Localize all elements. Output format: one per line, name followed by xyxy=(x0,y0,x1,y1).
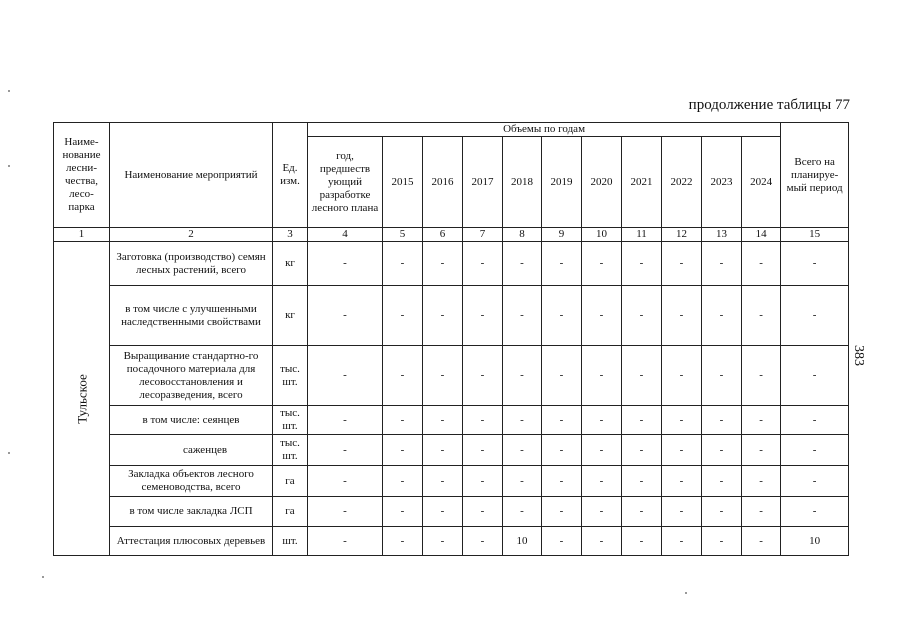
measure-unit: тыс. шт. xyxy=(273,406,308,435)
header-year: 2015 xyxy=(383,137,423,228)
value-cell: - xyxy=(503,406,542,435)
value-cell: - xyxy=(463,406,503,435)
value-cell: - xyxy=(308,406,383,435)
value-cell: - xyxy=(542,497,582,527)
page-number: 383 xyxy=(851,345,866,366)
value-cell: - xyxy=(308,466,383,497)
value-cell: - xyxy=(781,346,849,406)
column-number: 4 xyxy=(308,228,383,242)
value-cell: - xyxy=(503,435,542,466)
measure-name: в том числе с улучшенными наследственными свойствами xyxy=(110,286,273,346)
header-year: 2024 xyxy=(742,137,781,228)
value-cell: - xyxy=(463,286,503,346)
header-year: 2023 xyxy=(702,137,742,228)
scan-speck xyxy=(8,165,10,167)
value-cell: - xyxy=(662,527,702,556)
measure-unit: га xyxy=(273,466,308,497)
value-cell: - xyxy=(662,346,702,406)
column-number: 12 xyxy=(662,228,702,242)
value-cell: 10 xyxy=(503,527,542,556)
header-year: 2022 xyxy=(662,137,702,228)
value-cell: - xyxy=(542,242,582,286)
value-cell: - xyxy=(702,435,742,466)
value-cell: - xyxy=(742,242,781,286)
value-cell: - xyxy=(742,406,781,435)
value-cell: - xyxy=(582,497,622,527)
value-cell: - xyxy=(622,242,662,286)
value-cell: - xyxy=(308,346,383,406)
column-number: 13 xyxy=(702,228,742,242)
value-cell: - xyxy=(622,497,662,527)
value-cell: - xyxy=(582,527,622,556)
forest-measures-table xyxy=(53,122,849,556)
scan-speck xyxy=(42,576,44,578)
column-number: 1 xyxy=(54,228,110,242)
header-volumes-by-year: Объемы по годам xyxy=(308,123,781,137)
value-cell: - xyxy=(622,346,662,406)
value-cell: - xyxy=(383,527,423,556)
value-cell: - xyxy=(702,497,742,527)
header-total: Всего на планируе-мый период xyxy=(781,123,849,228)
measure-name: Закладка объектов лесного семеноводства, всего xyxy=(110,466,273,497)
header-year: 2018 xyxy=(503,137,542,228)
column-number: 5 xyxy=(383,228,423,242)
measure-name: Заготовка (производство) семян лесных растений, всего xyxy=(110,242,273,286)
column-number: 2 xyxy=(110,228,273,242)
value-cell: - xyxy=(383,286,423,346)
value-cell: - xyxy=(463,242,503,286)
value-cell: - xyxy=(383,346,423,406)
value-cell: - xyxy=(463,346,503,406)
measure-name: в том числе: сеянцев xyxy=(110,406,273,435)
measure-name: саженцев xyxy=(110,435,273,466)
table-row xyxy=(54,346,849,406)
value-cell: - xyxy=(542,406,582,435)
value-cell: - xyxy=(662,406,702,435)
value-cell: - xyxy=(503,497,542,527)
value-cell: - xyxy=(423,286,463,346)
value-cell: - xyxy=(383,242,423,286)
measure-unit: шт. xyxy=(273,527,308,556)
table-row xyxy=(54,466,849,497)
value-cell: - xyxy=(308,435,383,466)
header-year: 2016 xyxy=(423,137,463,228)
measure-unit: кг xyxy=(273,286,308,346)
value-cell: - xyxy=(383,406,423,435)
value-cell: - xyxy=(622,406,662,435)
value-cell: - xyxy=(742,346,781,406)
value-cell: - xyxy=(742,497,781,527)
value-cell: - xyxy=(542,527,582,556)
column-number: 11 xyxy=(622,228,662,242)
forestry-name: Тульское xyxy=(74,373,89,424)
value-cell: - xyxy=(702,286,742,346)
value-cell: - xyxy=(662,286,702,346)
value-cell: - xyxy=(308,497,383,527)
value-cell: - xyxy=(582,435,622,466)
value-cell: 10 xyxy=(781,527,849,556)
table-row xyxy=(54,497,849,527)
value-cell: - xyxy=(582,466,622,497)
value-cell: - xyxy=(662,497,702,527)
value-cell: - xyxy=(423,346,463,406)
measure-name: Выращивание стандартно-го посадочного материала для лесовосстановления и лесоразведения, всего xyxy=(110,346,273,406)
value-cell: - xyxy=(423,527,463,556)
header-previous-year: год, предшеств ующий разработке лесного плана xyxy=(308,137,383,228)
table-row xyxy=(54,435,849,466)
value-cell: - xyxy=(742,466,781,497)
scan-speck xyxy=(8,90,10,92)
value-cell: - xyxy=(308,286,383,346)
header-forestry: Наиме-нование лесни-чества, лесо-парка xyxy=(54,123,110,228)
column-number: 15 xyxy=(781,228,849,242)
value-cell: - xyxy=(383,466,423,497)
table-row xyxy=(54,242,849,286)
measure-unit: кг xyxy=(273,242,308,286)
value-cell: - xyxy=(582,346,622,406)
column-number: 14 xyxy=(742,228,781,242)
value-cell: - xyxy=(463,435,503,466)
value-cell: - xyxy=(423,435,463,466)
value-cell: - xyxy=(503,286,542,346)
value-cell: - xyxy=(542,435,582,466)
value-cell: - xyxy=(542,286,582,346)
measure-unit: тыс. шт. xyxy=(273,435,308,466)
value-cell: - xyxy=(702,466,742,497)
table-row xyxy=(54,286,849,346)
header-measure-name: Наименование мероприятий xyxy=(110,123,273,228)
header-year: 2020 xyxy=(582,137,622,228)
value-cell: - xyxy=(781,242,849,286)
table-row xyxy=(54,406,849,435)
value-cell: - xyxy=(622,286,662,346)
value-cell: - xyxy=(781,406,849,435)
value-cell: - xyxy=(702,242,742,286)
value-cell: - xyxy=(742,435,781,466)
column-number: 6 xyxy=(423,228,463,242)
value-cell: - xyxy=(781,286,849,346)
value-cell: - xyxy=(383,497,423,527)
value-cell: - xyxy=(503,346,542,406)
value-cell: - xyxy=(702,527,742,556)
value-cell: - xyxy=(463,497,503,527)
value-cell: - xyxy=(622,435,662,466)
value-cell: - xyxy=(308,242,383,286)
scan-speck xyxy=(8,452,10,454)
value-cell: - xyxy=(582,242,622,286)
value-cell: - xyxy=(781,497,849,527)
value-cell: - xyxy=(463,466,503,497)
value-cell: - xyxy=(622,466,662,497)
value-cell: - xyxy=(662,466,702,497)
measure-unit: тыс. шт. xyxy=(273,346,308,406)
header-year: 2021 xyxy=(622,137,662,228)
value-cell: - xyxy=(582,286,622,346)
value-cell: - xyxy=(702,406,742,435)
column-number: 3 xyxy=(273,228,308,242)
value-cell: - xyxy=(423,466,463,497)
value-cell: - xyxy=(423,242,463,286)
value-cell: - xyxy=(542,346,582,406)
value-cell: - xyxy=(662,435,702,466)
value-cell: - xyxy=(662,242,702,286)
column-number: 8 xyxy=(503,228,542,242)
value-cell: - xyxy=(503,466,542,497)
column-number: 7 xyxy=(463,228,503,242)
header-unit: Ед. изм. xyxy=(273,123,308,228)
header-year: 2017 xyxy=(463,137,503,228)
forestry-name-cell xyxy=(54,242,110,556)
value-cell: - xyxy=(781,435,849,466)
value-cell: - xyxy=(308,527,383,556)
value-cell: - xyxy=(463,527,503,556)
value-cell: - xyxy=(702,346,742,406)
value-cell: - xyxy=(582,406,622,435)
value-cell: - xyxy=(503,242,542,286)
value-cell: - xyxy=(383,435,423,466)
table-row xyxy=(54,527,849,556)
value-cell: - xyxy=(742,286,781,346)
value-cell: - xyxy=(423,406,463,435)
measure-name: в том числе закладка ЛСП xyxy=(110,497,273,527)
header-year: 2019 xyxy=(542,137,582,228)
value-cell: - xyxy=(622,527,662,556)
column-number: 9 xyxy=(542,228,582,242)
measure-unit: га xyxy=(273,497,308,527)
value-cell: - xyxy=(542,466,582,497)
value-cell: - xyxy=(781,466,849,497)
column-numbers-row xyxy=(54,228,849,242)
header-row-top xyxy=(54,123,849,137)
value-cell: - xyxy=(423,497,463,527)
table-caption: продолжение таблицы 77 xyxy=(688,97,850,113)
column-number: 10 xyxy=(582,228,622,242)
scan-speck xyxy=(685,592,687,594)
measure-name: Аттестация плюсовых деревьев xyxy=(110,527,273,556)
value-cell: - xyxy=(742,527,781,556)
